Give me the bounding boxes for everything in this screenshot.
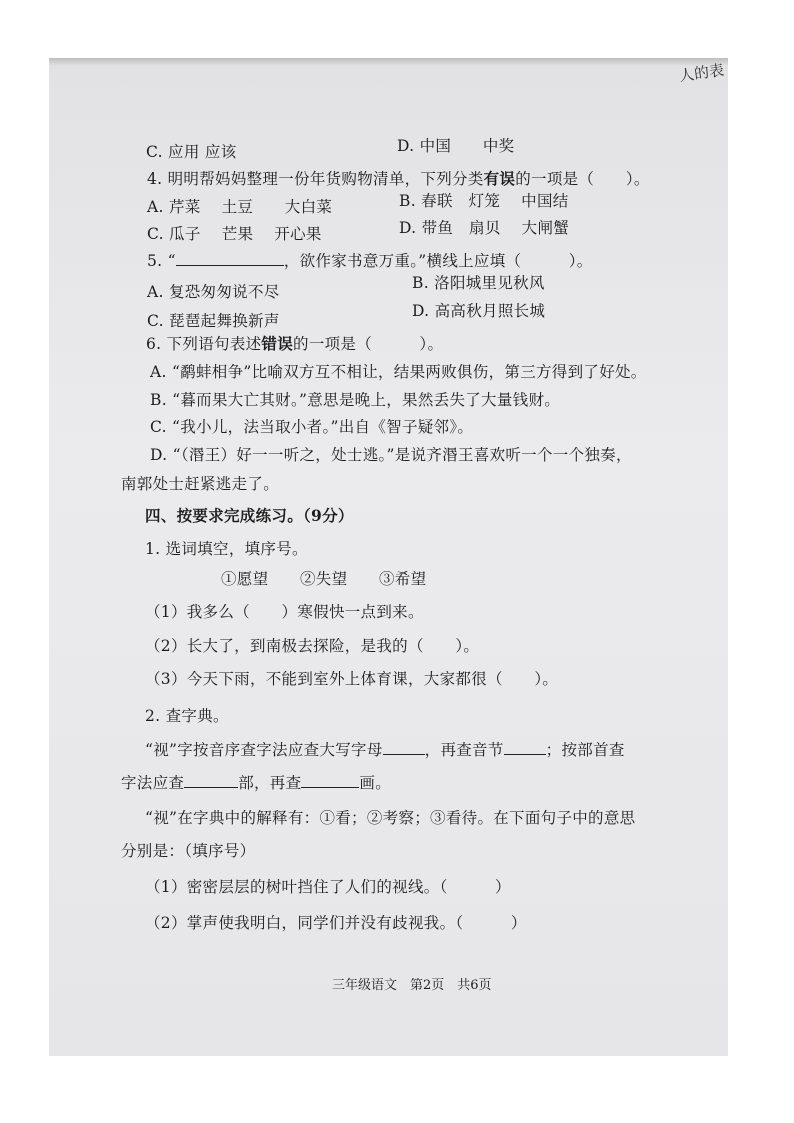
s4-q2-title: 2. 查字典。 bbox=[145, 707, 229, 725]
q5-option-d: D. 高高秋月照长城 bbox=[412, 302, 546, 320]
dict-line-1: “视”字按音序查字法应查大写字母 ，再查音节 ；按部首查 bbox=[145, 741, 625, 759]
s4-q1-title: 1. 选词填空，填序号。 bbox=[145, 540, 308, 558]
q6-option-c: C. “我小儿，法当取小者。”出自《智子疑邻》。 bbox=[150, 418, 474, 436]
q6-option-d-cont: 南郭处士赶紧逃走了。 bbox=[121, 475, 280, 493]
radical-blank bbox=[184, 773, 238, 788]
q6-option-d: D. “（湣王）好一一听之，处士逃。”是说齐湣王喜欢听一个一个独奏， bbox=[150, 446, 632, 464]
page-shadow bbox=[49, 58, 728, 66]
meaning-sentence-1: （1）密密层层的树叶挡住了人们的视线。（ ） bbox=[145, 878, 511, 896]
s4-q1-sentence-3: （3）今天下雨，不能到室外上体育课，大家都很（ ）。 bbox=[145, 670, 559, 688]
q5-option-c: C. 琵琶起舞换新声 bbox=[147, 312, 280, 330]
q4-option-a: A. 芹菜 土豆 大白菜 bbox=[147, 198, 333, 216]
q5-stem: 5. “ ，欲作家书意万重。”横线上应填（ ）。 bbox=[147, 252, 593, 270]
meaning-line-2: 分别是：（填序号） bbox=[121, 842, 256, 860]
syllable-blank bbox=[504, 740, 546, 755]
meaning-sentence-2: （2）掌声使我明白，同学们并没有歧视我。（ ） bbox=[145, 914, 527, 932]
q3-option-d: D. 中国 中奖 bbox=[397, 137, 515, 155]
q3-option-c: C. 应用 应该 bbox=[146, 143, 237, 161]
corner-text: 人的表 bbox=[678, 60, 726, 86]
q4-option-c: C. 瓜子 芒果 开心果 bbox=[147, 225, 322, 243]
q4-option-b: B. 春联 灯笼 中国结 bbox=[399, 192, 569, 210]
q6-option-b: B. “暮而果大亡其财。”意思是晚上，果然丢失了大量钱财。 bbox=[150, 391, 561, 409]
word-choices: ①愿望 ②失望 ③希望 bbox=[221, 570, 427, 588]
s4-q1-sentence-2: （2）长大了，到南极去探险，是我的（ ）。 bbox=[145, 637, 480, 655]
page-footer: 三年级语文 第2页 共6页 bbox=[332, 978, 492, 993]
meaning-line-1: “视”在字典中的解释有：①看；②考察；③看待。在下面句子中的意思 bbox=[145, 809, 636, 827]
q5-blank bbox=[176, 251, 284, 266]
q6-stem: 6. 下列语句表述错误的一项是（ ）。 bbox=[146, 334, 444, 353]
s4-q1-sentence-1: （1）我多么（ ）寒假快一点到来。 bbox=[145, 603, 424, 621]
section4-title: 四、按要求完成练习。（9分） bbox=[145, 506, 354, 525]
exam-page bbox=[49, 58, 728, 1056]
q4-stem: 4. 明明帮妈妈整理一份年货购物清单，下列分类有误的一项是（ ）。 bbox=[147, 169, 650, 188]
q4-option-d: D. 带鱼 扇贝 大闸蟹 bbox=[399, 219, 570, 237]
stroke-blank bbox=[301, 773, 359, 788]
q6-option-a: A. “鹬蚌相争”比喻双方互不相让，结果两败俱伤，第三方得到了好处。 bbox=[150, 363, 647, 381]
dict-line-2: 字法应查 部，再查 画。 bbox=[121, 774, 392, 792]
letter-blank bbox=[383, 740, 425, 755]
q5-option-a: A. 复恐匆匆说不尽 bbox=[147, 283, 280, 301]
q5-option-b: B. 洛阳城里见秋风 bbox=[412, 274, 545, 292]
